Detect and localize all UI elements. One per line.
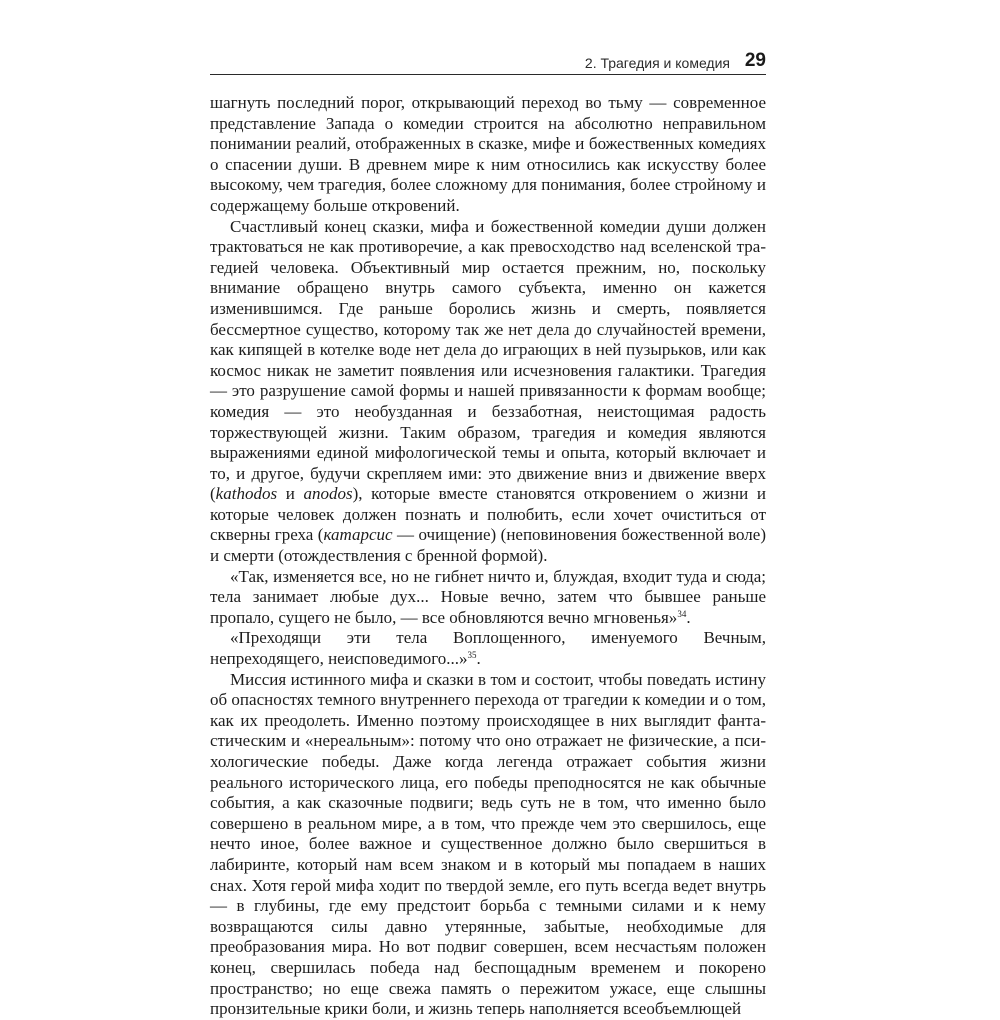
running-title: 2. Трагедия и комедия: [584, 55, 730, 71]
quote-1-end: .: [686, 607, 691, 627]
running-header: [210, 52, 766, 75]
term-kathodos: kathodos: [215, 484, 278, 504]
quote-2: [210, 628, 766, 669]
quote-2-end: .: [476, 649, 481, 669]
paragraph-2: [210, 217, 766, 567]
footnote-ref-35[interactable]: 35: [467, 650, 477, 661]
paragraph-3: Миссия истинного мифа и сказки в том и состоит, чтобы поведать истину об опасностях темного внутреннего перехода от трагедии к комедии и о том, как их преодолеть. Именно поэтому происходящее в них выглядит фантастическим и «нереальным»: потому что оно отражает не физические, а психологические победы. Даже когда легенда отражает события жизни реального исторического лица, его победы преподносятся не как обычные события, а как сказочные подвиги; ведь суть не в том, что именно было совершено в реальном мире, а в том, что прежде чем это свершилось, еще нечто иное, более важное и существенное должно было свершиться в лабиринте, который нам всем знаком и в который мы попадаем в наших снах. Хотя герой мифа ходит по твердой земле, его путь всегда ведет внутрь — в глубины, где ему предстоит борьба с темными силами и к нему возвращаются силы давно утерянные, забытые, необходимые для преобразования мира. Но вот подвиг совершен, всем несчастьям положен конец, свершилась победа над беспощадным временем и покорено пространство; но еще свежа память о пережитом ужасе, еще слышны пронзительные крики боли, и жизнь теперь наполняется всеобъемлющей: [210, 669, 766, 1019]
page-number: 29: [744, 50, 766, 71]
quote-1-text: «Так, изменяется все, но не гибнет ничто и, блуждая, входит туда и сюда; тела занимает любые дух... Новые вечно, затем что бывшее раньше пропало, сущего не было, — все обновляются вечно мгновенья»: [210, 566, 766, 627]
paragraph-2-part-a: Счастливый конец сказки, мифа и божественной комедии души должен трактоваться не как противоречие, а как превосходство над вселенской трагедией человека. Объективный мир остается прежним, но, поскольку внимание обращено внутрь самого субъекта, именно он кажется изменившимся. Где раньше боролись жизнь и смерть, появляется бессмертное существо, которому так же нет дела до случайностей времени, как кипящей в котелке воде нет дела до играющих в ней пузырьков, или как космос никак не заметит появления или исчезновения галактики. Трагедия — это разрушение самой формы и нашей привязанности к формам вообще; комедия — это необузданная и беззаботная, неистощимая радость торжествующей жизни. Таким образом, трагедия и комедия являются выражениями единой мифологической темы и опыта, который включает и то, и другое, будучи скрепляем ими: это движение вниз и движение вверх (: [210, 216, 766, 504]
footnote-ref-34[interactable]: 34: [677, 608, 687, 619]
quote-2-text: «Преходящи эти тела Воплощенного, именуемого Вечным, непреходящего, неисповедимого...»: [210, 628, 766, 669]
quote-1: [210, 567, 766, 629]
term-katharsis: катарсис: [323, 525, 393, 545]
paragraph-2-part-c: — очищение) (неповиновения божественной воле) и смерти (отождествления с бренной формой).: [210, 525, 766, 566]
paragraph-2-part-b: ), которые вместе становятся откровением о жизни и которые человек должен познать и полюбить, если хочет очиститься от скверны греха (: [210, 484, 766, 545]
paragraph-1: шагнуть последний порог, открывающий переход во тьму — современное представление Запада о комедии строится на абсолютно неправильном понимании реалий, отображенных в сказке, мифе и божественных комедиях о спасении души. В древнем мире к ним относились как искусству более высокому, чем трагедия, более сложному для понимания, более стройному и содержащему больше откровений.: [210, 93, 766, 215]
term-anodos: anodos: [303, 484, 353, 504]
conjunction: и: [277, 484, 304, 504]
body-text: [210, 93, 766, 1020]
